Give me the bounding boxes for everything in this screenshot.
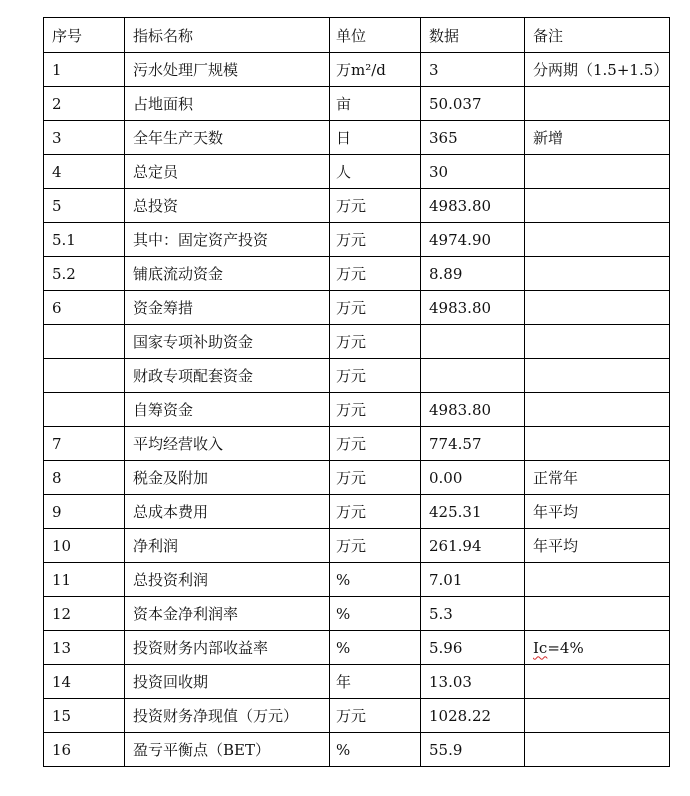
table-row bbox=[44, 563, 670, 597]
cell-note bbox=[525, 223, 670, 257]
cell-note bbox=[525, 393, 670, 427]
table-row bbox=[44, 53, 670, 87]
table-row bbox=[44, 223, 670, 257]
cell-unit: 万元 bbox=[330, 529, 421, 563]
cell-value: 4974.90 bbox=[421, 223, 525, 257]
table-row bbox=[44, 529, 670, 563]
cell-name: 总投资利润 bbox=[125, 563, 330, 597]
cell-unit: 日 bbox=[330, 121, 421, 155]
cell-value: 8.89 bbox=[421, 257, 525, 291]
cell-value: 4983.80 bbox=[421, 189, 525, 223]
cell-name: 总定员 bbox=[125, 155, 330, 189]
cell-name: 投资回收期 bbox=[125, 665, 330, 699]
cell-note bbox=[525, 733, 670, 767]
table-row bbox=[44, 155, 670, 189]
cell-no: 7 bbox=[44, 427, 125, 461]
cell-value: 13.03 bbox=[421, 665, 525, 699]
table-row bbox=[44, 257, 670, 291]
cell-unit: % bbox=[330, 631, 421, 665]
cell-no: 13 bbox=[44, 631, 125, 665]
cell-unit: 万元 bbox=[330, 699, 421, 733]
header-cell-unit: 单位 bbox=[330, 18, 421, 53]
cell-name: 资金筹措 bbox=[125, 291, 330, 325]
cell-note bbox=[525, 87, 670, 121]
cell-name: 总投资 bbox=[125, 189, 330, 223]
table-body bbox=[44, 18, 670, 767]
cell-unit: 万元 bbox=[330, 359, 421, 393]
cell-unit: 万元 bbox=[330, 427, 421, 461]
cell-value: 1028.22 bbox=[421, 699, 525, 733]
cell-note bbox=[525, 325, 670, 359]
cell-value: 0.00 bbox=[421, 461, 525, 495]
cell-note bbox=[525, 427, 670, 461]
cell-name: 污水处理厂规模 bbox=[125, 53, 330, 87]
cell-note: Ic=4% bbox=[525, 631, 670, 665]
cell-name: 国家专项补助资金 bbox=[125, 325, 330, 359]
table-row bbox=[44, 325, 670, 359]
cell-unit: 万元 bbox=[330, 495, 421, 529]
cell-unit: % bbox=[330, 597, 421, 631]
cell-unit: 年 bbox=[330, 665, 421, 699]
cell-value: 4983.80 bbox=[421, 393, 525, 427]
cell-note bbox=[525, 291, 670, 325]
cell-unit: 万元 bbox=[330, 291, 421, 325]
cell-no: 2 bbox=[44, 87, 125, 121]
table-row bbox=[44, 87, 670, 121]
cell-note: 年平均 bbox=[525, 495, 670, 529]
cell-no: 4 bbox=[44, 155, 125, 189]
cell-no: 5 bbox=[44, 189, 125, 223]
cell-note bbox=[525, 359, 670, 393]
cell-name: 平均经营收入 bbox=[125, 427, 330, 461]
cell-unit: 亩 bbox=[330, 87, 421, 121]
cell-note: 新增 bbox=[525, 121, 670, 155]
cell-no: 8 bbox=[44, 461, 125, 495]
cell-no: 5.2 bbox=[44, 257, 125, 291]
cell-value: 30 bbox=[421, 155, 525, 189]
cell-name: 盈亏平衡点（BET） bbox=[125, 733, 330, 767]
cell-name: 投资财务内部收益率 bbox=[125, 631, 330, 665]
cell-no: 15 bbox=[44, 699, 125, 733]
cell-value bbox=[421, 325, 525, 359]
cell-value: 3 bbox=[421, 53, 525, 87]
table-row bbox=[44, 495, 670, 529]
table-row bbox=[44, 189, 670, 223]
cell-unit: % bbox=[330, 733, 421, 767]
table-row bbox=[44, 121, 670, 155]
cell-name: 资本金净利润率 bbox=[125, 597, 330, 631]
header-cell-value: 数据 bbox=[421, 18, 525, 53]
table-row bbox=[44, 665, 670, 699]
header-cell-no: 序号 bbox=[44, 18, 125, 53]
table-row bbox=[44, 291, 670, 325]
table-row bbox=[44, 699, 670, 733]
cell-note bbox=[525, 597, 670, 631]
spellcheck-mark: Ic bbox=[533, 638, 548, 657]
cell-note bbox=[525, 699, 670, 733]
cell-value: 5.3 bbox=[421, 597, 525, 631]
table-row bbox=[44, 393, 670, 427]
table-row bbox=[44, 427, 670, 461]
cell-name: 自筹资金 bbox=[125, 393, 330, 427]
cell-note: 年平均 bbox=[525, 529, 670, 563]
cell-value: 7.01 bbox=[421, 563, 525, 597]
cell-unit: 万元 bbox=[330, 461, 421, 495]
cell-unit: % bbox=[330, 563, 421, 597]
cell-note bbox=[525, 257, 670, 291]
cell-no bbox=[44, 325, 125, 359]
cell-unit: 万元 bbox=[330, 325, 421, 359]
cell-unit: 万元 bbox=[330, 189, 421, 223]
cell-note: 正常年 bbox=[525, 461, 670, 495]
cell-name: 总成本费用 bbox=[125, 495, 330, 529]
cell-no: 9 bbox=[44, 495, 125, 529]
cell-no bbox=[44, 393, 125, 427]
cell-name: 财政专项配套资金 bbox=[125, 359, 330, 393]
cell-no: 11 bbox=[44, 563, 125, 597]
indicator-table bbox=[43, 17, 670, 767]
cell-value bbox=[421, 359, 525, 393]
cell-no: 16 bbox=[44, 733, 125, 767]
header-cell-note: 备注 bbox=[525, 18, 670, 53]
cell-name: 全年生产天数 bbox=[125, 121, 330, 155]
cell-no: 14 bbox=[44, 665, 125, 699]
cell-value: 50.037 bbox=[421, 87, 525, 121]
cell-unit: 万m²/d bbox=[330, 53, 421, 87]
cell-unit: 万元 bbox=[330, 393, 421, 427]
cell-name: 税金及附加 bbox=[125, 461, 330, 495]
cell-no: 6 bbox=[44, 291, 125, 325]
cell-no: 1 bbox=[44, 53, 125, 87]
cell-note: 分两期（1.5+1.5） bbox=[525, 53, 670, 87]
table-header-row bbox=[44, 18, 670, 53]
cell-no: 12 bbox=[44, 597, 125, 631]
cell-value: 774.57 bbox=[421, 427, 525, 461]
cell-value: 365 bbox=[421, 121, 525, 155]
cell-name: 铺底流动资金 bbox=[125, 257, 330, 291]
cell-unit: 万元 bbox=[330, 257, 421, 291]
cell-note bbox=[525, 665, 670, 699]
cell-value: 55.9 bbox=[421, 733, 525, 767]
cell-name: 净利润 bbox=[125, 529, 330, 563]
table-row bbox=[44, 597, 670, 631]
table-row bbox=[44, 461, 670, 495]
header-cell-name: 指标名称 bbox=[125, 18, 330, 53]
cell-value: 4983.80 bbox=[421, 291, 525, 325]
cell-no: 3 bbox=[44, 121, 125, 155]
cell-no bbox=[44, 359, 125, 393]
cell-no: 10 bbox=[44, 529, 125, 563]
cell-note bbox=[525, 189, 670, 223]
cell-value: 5.96 bbox=[421, 631, 525, 665]
cell-note bbox=[525, 563, 670, 597]
cell-unit: 万元 bbox=[330, 223, 421, 257]
table-row bbox=[44, 631, 670, 665]
cell-name: 占地面积 bbox=[125, 87, 330, 121]
cell-value: 425.31 bbox=[421, 495, 525, 529]
cell-no: 5.1 bbox=[44, 223, 125, 257]
cell-value: 261.94 bbox=[421, 529, 525, 563]
table-row bbox=[44, 359, 670, 393]
cell-name: 投资财务净现值（万元） bbox=[125, 699, 330, 733]
cell-name: 其中：固定资产投资 bbox=[125, 223, 330, 257]
table-row bbox=[44, 733, 670, 767]
cell-note bbox=[525, 155, 670, 189]
cell-unit: 人 bbox=[330, 155, 421, 189]
